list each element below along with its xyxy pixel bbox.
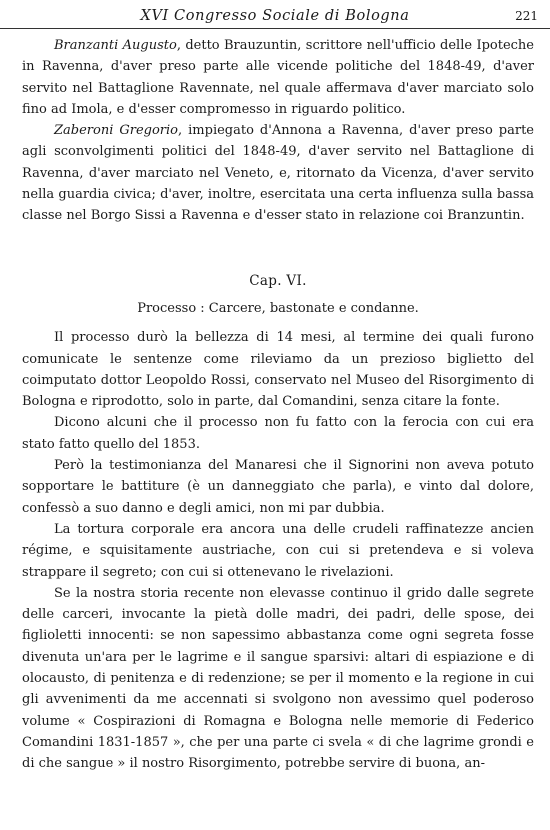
paragraph: Il processo durò la bellezza di 14 mesi, al termine dei quali furono comunicate le sentenze come rileviamo da un prezioso biglietto del coimputato dottor Leopoldo Rossi, conservato nel Museo del Risorgimento di Bologna e riprodotto, solo in parte, dal Comandini, senza citare la fonte. <box>22 330 534 410</box>
chapter-subtitle: Processo : Carcere, bastonate e condanne. <box>137 300 419 316</box>
paragraph: Dicono alcuni che il processo non fu fatto con la ferocia con cui era stato fatto quello del 1853. <box>22 415 534 452</box>
entry-text: , detto Brauzuntin, scrittore nell'ufficio delle Ipoteche in Ravenna, d'aver preso parte alle vicende politiche del 1848-49, d'aver servito nel Battaglione Ravennate, nel quale affermava d'aver marciato solo fino ad Imola, e d'esser compromesso in riguardo politico. <box>22 38 534 117</box>
entry-branzanti <box>22 35 534 120</box>
entry-name: Branzanti Augusto <box>54 38 177 53</box>
paragraph: La tortura corporale era ancora una delle crudeli raffinatezze ancien régime, e squisitamente austriache, con cui si pretendeva e si voleva strappare il segreto; con cui si ottenevano le rivelazioni. <box>22 521 534 580</box>
running-title: XVI Congresso Sociale di Bologna <box>140 8 410 24</box>
paragraph: Però la testimonianza del Manaresi che il Signorini non aveva potuto sopportare le battiture (è un danneggiato che parla), e vinto dal dolore, confessò a suo danno e degli amici, non mi par dubbia. <box>22 458 534 516</box>
paragraph: Se la nostra storia recente non elevasse continuo il grido dalle segrete delle carceri, invocante la pietà dolle madri, dei padri, delle spose, dei figlioletti innocenti: se non sapessimo abbastanza come ogni segreta fosse divenuta un'ara per le lagrime e il sangue sparsivi: altari di espiazione e di olocausto, di penitenza e di redenzione; se per il momento e la regione in cui gli avvenimenti da me accennati si svolgono non avessimo quel poderoso volume « Cospirazioni di Romagna e Bologna nelle memorie di Federico Comandini 1831-1857 », che per una parte ci svela « di che lagrime grondi e di che sangue » il nostro Risorgimento, potrebbe servire di buona, an- <box>22 585 534 772</box>
entry-zaberoni <box>22 120 534 226</box>
entry-text: , impiegato d'Annona a Ravenna, d'aver preso parte agli sconvolgimenti politici del 1848-49, d'aver servito nel Battaglione di Ravenna, d'aver marciato nel Veneto, e, ritornato da Vicenza, d'aver servito nella guardia civica; d'aver, inoltre, esercitata una certa influenza sulla bassa classe nel Borgo Sissi a Ravenna e d'esser stato in relazione coi Branzuntin. <box>22 123 534 224</box>
page-body <box>22 35 534 775</box>
running-header <box>0 6 550 29</box>
page-number: 221 <box>515 9 538 23</box>
chapter-heading: Cap. VI. <box>249 272 307 289</box>
entry-name: Zaberoni Gregorio <box>54 123 179 139</box>
